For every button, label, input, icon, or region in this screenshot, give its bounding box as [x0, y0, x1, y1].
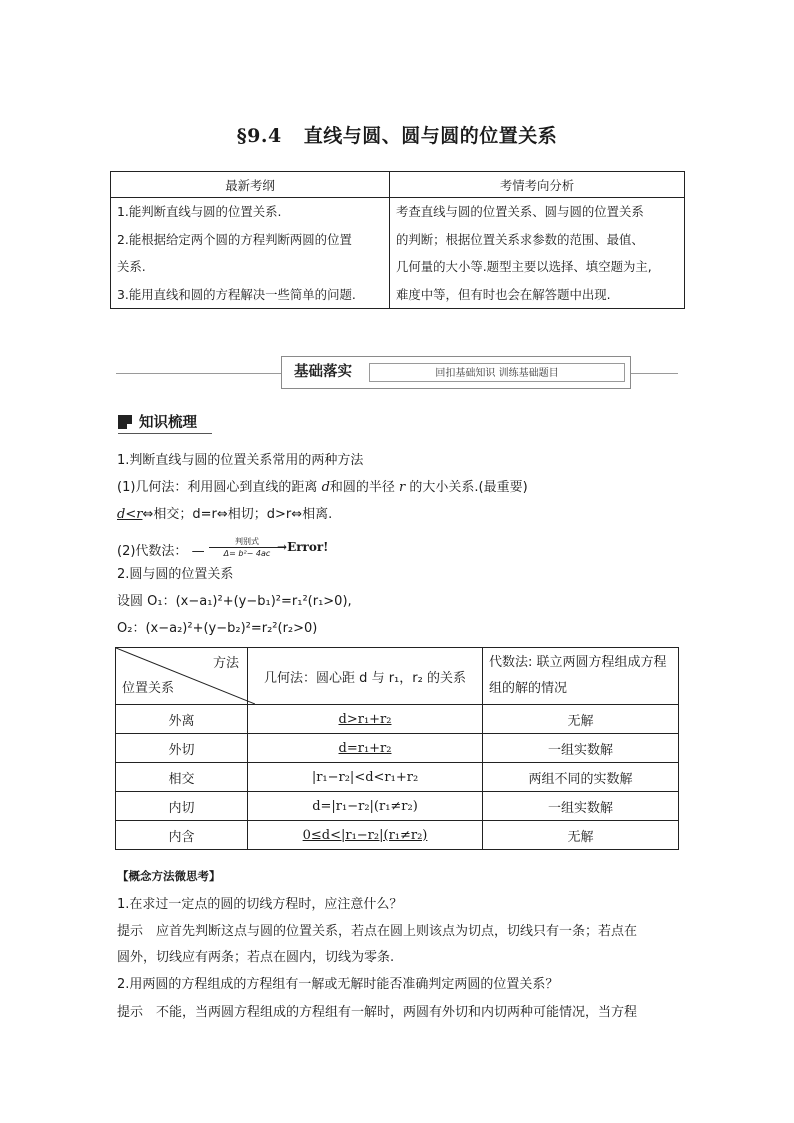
analysis-header: 考情考向分析	[390, 172, 685, 198]
analysis-line: 考查直线与圆的位置关系、圆与圆的位置关系	[396, 204, 644, 219]
heading-underline	[118, 433, 212, 434]
table-row	[116, 734, 679, 763]
banner-subtitle: 回扣基础知识 训练基础题目	[369, 363, 625, 382]
outline-header: 最新考纲	[111, 172, 390, 198]
math-var: r	[399, 480, 406, 495]
section-banner	[116, 356, 678, 390]
stack-bottom: Δ= b²− 4ac	[223, 549, 271, 558]
analysis-line: 的判断；根据位置关系求参数的范围、最值、	[396, 231, 644, 247]
geo-cell	[248, 763, 483, 792]
geo-value: d>r₁+r₂	[338, 711, 392, 727]
corner-bottom-label: 位置关系	[122, 681, 175, 696]
analysis-line: 几何量的大小等.题型主要以选择、填空题为主,	[396, 259, 652, 274]
alg-cell: 一组实数解	[483, 734, 679, 763]
answer-line: 圆外，切线应有两条；若点在圆内，切线为零条.	[117, 950, 395, 965]
alg-cell: 无解	[483, 705, 679, 734]
outline-cell	[111, 198, 390, 309]
text-run: ⇔相交；d=r⇔相切；d>r⇔相离.	[142, 507, 333, 522]
alg-cell: 一组实数解	[483, 792, 679, 821]
geo-value: 0≤d<|r₁−r₂|(r₁≠r₂)	[302, 827, 428, 843]
paragraph	[117, 506, 332, 524]
discriminant-stack	[209, 537, 288, 558]
equation-line: O₂：(x−a₂)²+(y−b₂)²=r₂²(r₂>0)	[117, 621, 318, 636]
paragraph: 1.判断直线与圆的位置关系常用的两种方法	[117, 453, 364, 468]
geo-cell	[248, 821, 483, 850]
geo-value: d=r₁+r₂	[338, 740, 392, 756]
underlined-math: d<r	[117, 507, 143, 522]
square-bullet-icon	[118, 415, 132, 429]
text-run: 和圆的半径	[329, 480, 400, 495]
equation-line: 设圆 O₁：(x−a₁)²+(y−b₁)²=r₁²(r₁>0),	[117, 594, 352, 609]
text-run: (1)几何法：利用圆心到直线的距离	[117, 480, 322, 495]
geo-cell	[248, 734, 483, 763]
banner-box	[281, 356, 631, 389]
geo-cell	[248, 792, 483, 821]
geo-value: |r₁−r₂|<d<r₁+r₂	[311, 769, 419, 785]
relation-name: 内切	[116, 792, 248, 821]
answer-line: 提示 应首先判断这点与圆的位置关系，若点在圆上则该点为切点，切线只有一条；若点在	[117, 924, 638, 939]
corner-top-label: 方法	[212, 656, 239, 671]
error-text	[277, 540, 328, 554]
arrow-icon: →	[277, 540, 288, 554]
corner-cell	[116, 648, 248, 705]
section-number: §9.4	[236, 125, 282, 147]
text-run: (2)代数法：	[117, 544, 188, 559]
outline-line: 关系.	[117, 259, 146, 274]
outline-line: 2.能根据给定两个圆的方程判断两圆的位置	[117, 231, 352, 247]
exam-outline-table	[110, 171, 685, 309]
analysis-cell	[390, 198, 685, 309]
outline-line: 3.能用直线和圆的方程解决一些简单的问题.	[117, 286, 356, 302]
answer-line: 提示 不能，当两圆方程组成的方程组有一解时，两圆有外切和内切两种可能情况，当方程	[117, 1005, 638, 1020]
math-var: d	[321, 480, 330, 495]
table-row	[116, 763, 679, 792]
table-row	[116, 821, 679, 850]
stack-top: 判别式	[235, 537, 259, 546]
alg-header: 代数法: 联立两圆方程组成方程组的解的情况	[483, 648, 679, 705]
analysis-line: 难度中等，但有时也会在解答题中出现.	[396, 286, 611, 302]
banner-title: 基础落实	[294, 364, 352, 380]
geo-value: d=|r₁−r₂|(r₁≠r₂)	[312, 798, 418, 814]
think-tag: 【概念方法微思考】	[117, 869, 221, 883]
table-row	[116, 705, 679, 734]
alg-cell: 无解	[483, 821, 679, 850]
paragraph	[117, 479, 528, 497]
alg-cell: 两组不同的实数解	[483, 763, 679, 792]
page-title	[0, 121, 794, 148]
section-heading	[118, 411, 212, 435]
question: 1.在求过一定点的圆的切线方程时，应注意什么？	[117, 897, 403, 912]
question: 2.用两圆的方程组成的方程组有一解或无解时能否准确判定两圆的位置关系？	[117, 977, 559, 992]
geo-cell	[248, 705, 483, 734]
relation-name: 相交	[116, 763, 248, 792]
outline-line: 1.能判断直线与圆的位置关系.	[117, 204, 282, 219]
relation-name: 外切	[116, 734, 248, 763]
method-label	[117, 540, 205, 559]
title-text: 直线与圆、圆与圆的位置关系	[303, 125, 558, 147]
geo-header: 几何法：圆心距 d 与 r₁，r₂ 的关系	[248, 648, 483, 705]
paragraph: 2.圆与圆的位置关系	[117, 567, 234, 582]
relation-name: 外离	[116, 705, 248, 734]
stack-bar	[209, 547, 285, 548]
error-label: Error!	[287, 540, 329, 554]
text-run: 的大小关系.(最重要)	[405, 480, 528, 495]
circle-relation-table	[115, 647, 679, 850]
section-heading-text: 知识梳理	[139, 415, 197, 431]
table-row	[116, 792, 679, 821]
relation-name: 内含	[116, 821, 248, 850]
dash-symbol: —	[191, 544, 205, 559]
